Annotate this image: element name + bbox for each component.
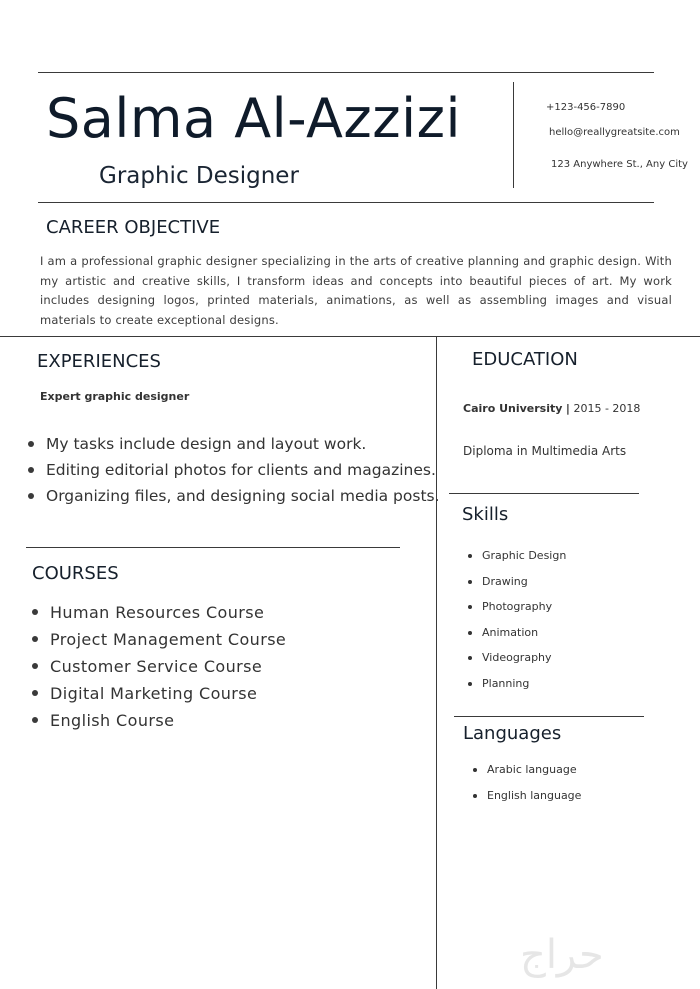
skills-rule	[454, 716, 644, 717]
objective-title: CAREER OBJECTIVE	[46, 217, 221, 238]
education-separator: |	[565, 402, 570, 415]
contact-address: 123 Anywhere St., Any City	[551, 159, 688, 170]
experience-list	[26, 431, 440, 509]
skill-item: Photography	[464, 594, 566, 620]
languages-list	[469, 757, 581, 808]
languages-title: Languages	[463, 723, 562, 744]
education-years: 2015 - 2018	[573, 402, 641, 415]
objective-text: I am a professional graphic designer specializing in the arts of creative planning and graphic design. With my artistic and creative skills, I transform ideas and concepts into beautiful pieces of art. My work includes designing logos, printed materials, animations, as well as assembling images and visual materials to create exceptional designs.	[40, 254, 672, 327]
education-rule	[449, 493, 639, 494]
skills-list	[464, 543, 566, 697]
courses-title: COURSES	[32, 563, 119, 584]
education-degree: Diploma in Multimedia Arts	[463, 444, 627, 458]
experiences-rule	[26, 547, 400, 548]
course-item: Project Management Course	[30, 626, 286, 653]
watermark: حراج	[520, 932, 604, 978]
experience-item: My tasks include design and layout work.	[26, 431, 440, 457]
course-item: Human Resources Course	[30, 599, 286, 626]
education-school-line	[463, 403, 640, 414]
skill-item: Videography	[464, 645, 566, 671]
skill-item: Graphic Design	[464, 543, 566, 569]
education-title: EDUCATION	[472, 349, 578, 370]
experiences-title: EXPERIENCES	[37, 351, 161, 372]
candidate-name: Salma Al-Azzizi	[46, 87, 461, 150]
header-top-rule	[38, 72, 654, 73]
education-university: Cairo University	[463, 402, 563, 415]
candidate-role: Graphic Designer	[99, 163, 299, 189]
course-item: Digital Marketing Course	[30, 680, 286, 707]
header-divider	[513, 82, 514, 188]
skills-title: Skills	[462, 504, 509, 525]
course-item: English Course	[30, 707, 286, 734]
experience-position: Expert graphic designer	[40, 390, 190, 403]
language-item: English language	[469, 783, 581, 809]
skill-item: Animation	[464, 620, 566, 646]
language-item: Arabic language	[469, 757, 581, 783]
skill-item: Planning	[464, 671, 566, 697]
body-top-rule	[0, 336, 700, 337]
course-item: Customer Service Course	[30, 653, 286, 680]
course-list	[30, 599, 286, 734]
header-bottom-rule	[38, 202, 654, 203]
experience-item: Organizing files, and designing social media posts.	[26, 483, 440, 509]
contact-email: hello@reallygreatsite.com	[549, 127, 680, 138]
experience-item: Editing editorial photos for clients and magazines.	[26, 457, 440, 483]
skill-item: Drawing	[464, 569, 566, 595]
contact-phone: +123-456-7890	[546, 102, 626, 113]
